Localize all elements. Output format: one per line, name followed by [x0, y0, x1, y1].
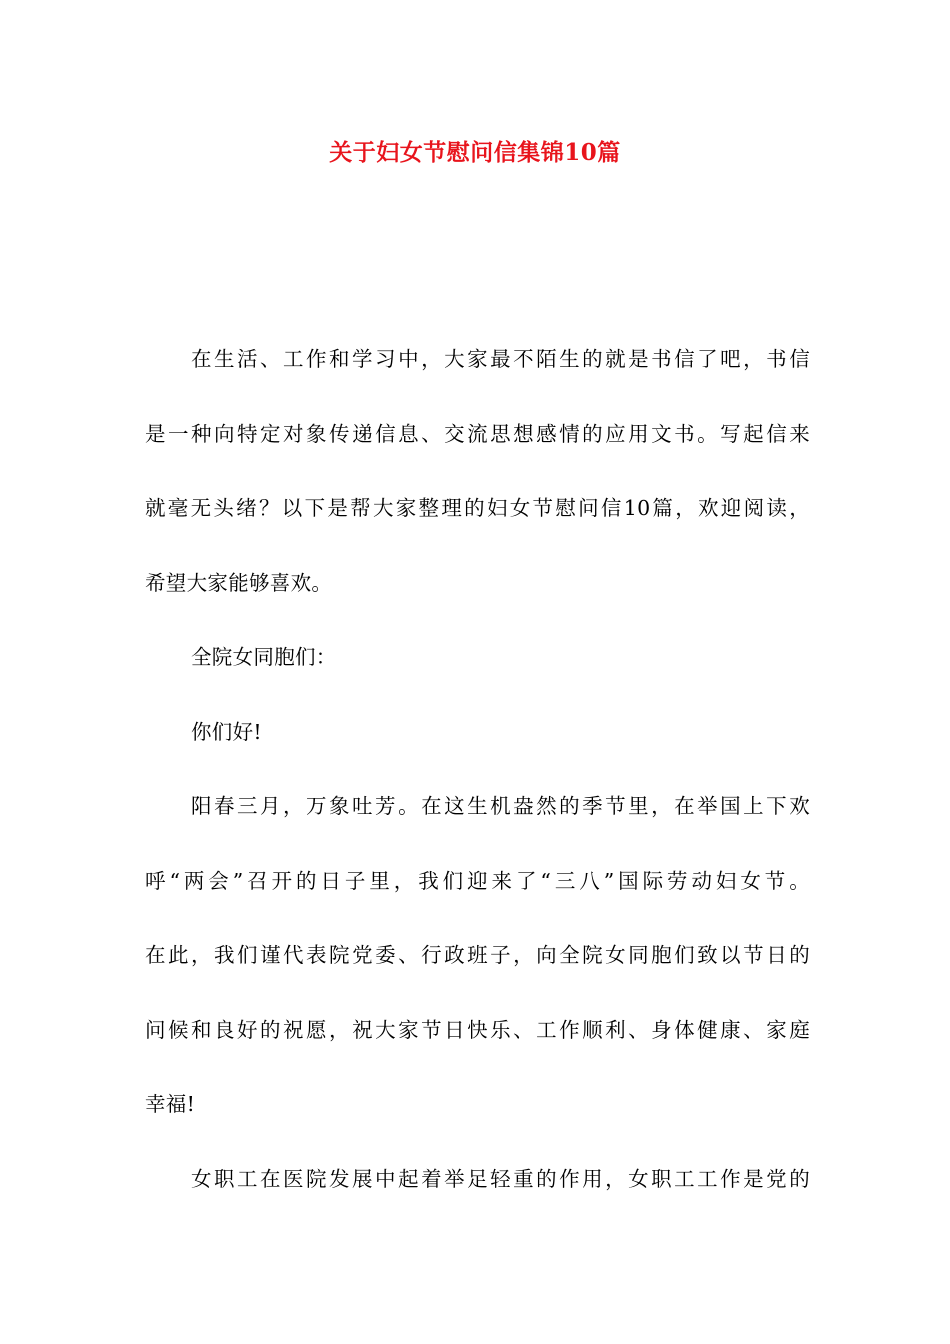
document-title: 关于妇女节慰问信集锦10篇: [329, 139, 621, 166]
paragraph-line: 就毫无头绪？以下是帮大家整理的妇女节慰问信10篇，欢迎阅读，: [145, 496, 810, 520]
greeting-line: 你们好!: [191, 719, 262, 744]
paragraph-line: 呼“两会”召开的日子里，我们迎来了“三八”国际劳动妇女节。: [145, 868, 810, 893]
paragraph-line: 问候和良好的祝愿，祝大家节日快乐、工作顺利、身体健康、家庭: [145, 1017, 810, 1042]
paragraph-line: 是一种向特定对象传递信息、交流思想感情的应用文书。写起信来: [145, 421, 810, 446]
salutation-line: 全院女同胞们：: [191, 645, 337, 669]
paragraph-line: 在此，我们谨代表院党委、行政班子，向全院女同胞们致以节日的: [145, 943, 810, 967]
paragraph-line: 阳春三月，万象吐芳。在这生机盎然的季节里，在举国上下欢: [191, 794, 810, 818]
paragraph-line: 在生活、工作和学习中，大家最不陌生的就是书信了吧，书信: [191, 347, 810, 371]
paragraph-line: 女职工在医院发展中起着举足轻重的作用，女职工工作是党的: [191, 1166, 810, 1191]
paragraph-line: 幸福!: [145, 1092, 196, 1116]
document-body: [145, 322, 810, 1216]
paragraph-line: 希望大家能够喜欢。: [145, 570, 333, 595]
